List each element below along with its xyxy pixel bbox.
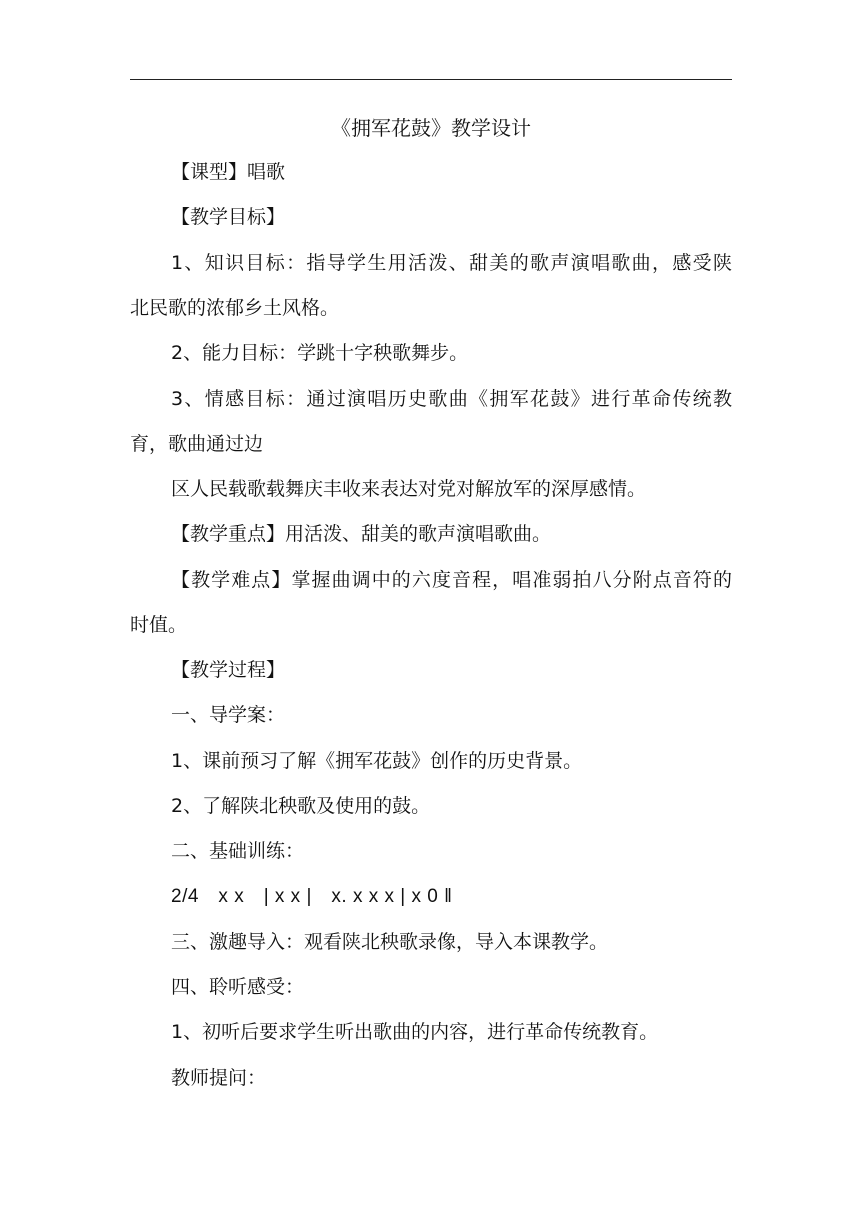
- section-guided-study: 一、导学案：: [171, 704, 286, 726]
- objective-emotion-line-3: 区人民载歌载舞庆丰收来表达对党对解放军的深厚感情。: [171, 478, 647, 500]
- section-basic-training: 二、基础训练：: [171, 840, 305, 862]
- objective-ability-line: 2、能力目标：学跳十字秧歌舞步。: [171, 342, 469, 364]
- guided-study-item-1: 1、课前预习了解《拥军花鼓》创作的历史背景。: [171, 750, 583, 772]
- document-title: 《拥军花鼓》教学设计: [331, 116, 531, 140]
- objectives-heading: 【教学目标】: [171, 206, 286, 228]
- process-heading: 【教学过程】: [171, 659, 286, 681]
- section-introduction: 三、激趣导入：观看陕北秧歌录像，导入本课教学。: [171, 931, 609, 953]
- header-rule: [130, 79, 732, 80]
- objective-knowledge-line-2: 北民歌的浓郁乡土风格。: [130, 297, 340, 319]
- lesson-type-line: 【课型】唱歌: [171, 161, 286, 183]
- section-listening: 四、聆听感受：: [171, 976, 305, 998]
- difficulty-line-2: 时值。: [130, 614, 188, 636]
- difficulty-line-1: 【教学难点】掌握曲调中的六度音程，唱准弱拍八分附点音符的: [171, 569, 732, 591]
- objective-knowledge-line-1: 1、知识目标：指导学生用活泼、甜美的歌声演唱歌曲，感受陕: [171, 252, 732, 274]
- guided-study-item-2: 2、了解陕北秧歌及使用的鼓。: [171, 795, 431, 817]
- objective-emotion-line-1: 3、情感目标：通过演唱历史歌曲《拥军花鼓》进行革命传统教: [171, 388, 732, 410]
- key-point-line: 【教学重点】用活泼、甜美的歌声演唱歌曲。: [171, 523, 552, 545]
- teacher-question-label: 教师提问：: [171, 1067, 267, 1089]
- rhythm-notation: 2/4 x x | x x | x. x x x | x 0 ‖: [171, 886, 453, 907]
- listening-item-1: 1、初听后要求学生听出歌曲的内容，进行革命传统教育。: [171, 1021, 659, 1043]
- objective-emotion-line-2: 育，歌曲通过边: [130, 433, 264, 455]
